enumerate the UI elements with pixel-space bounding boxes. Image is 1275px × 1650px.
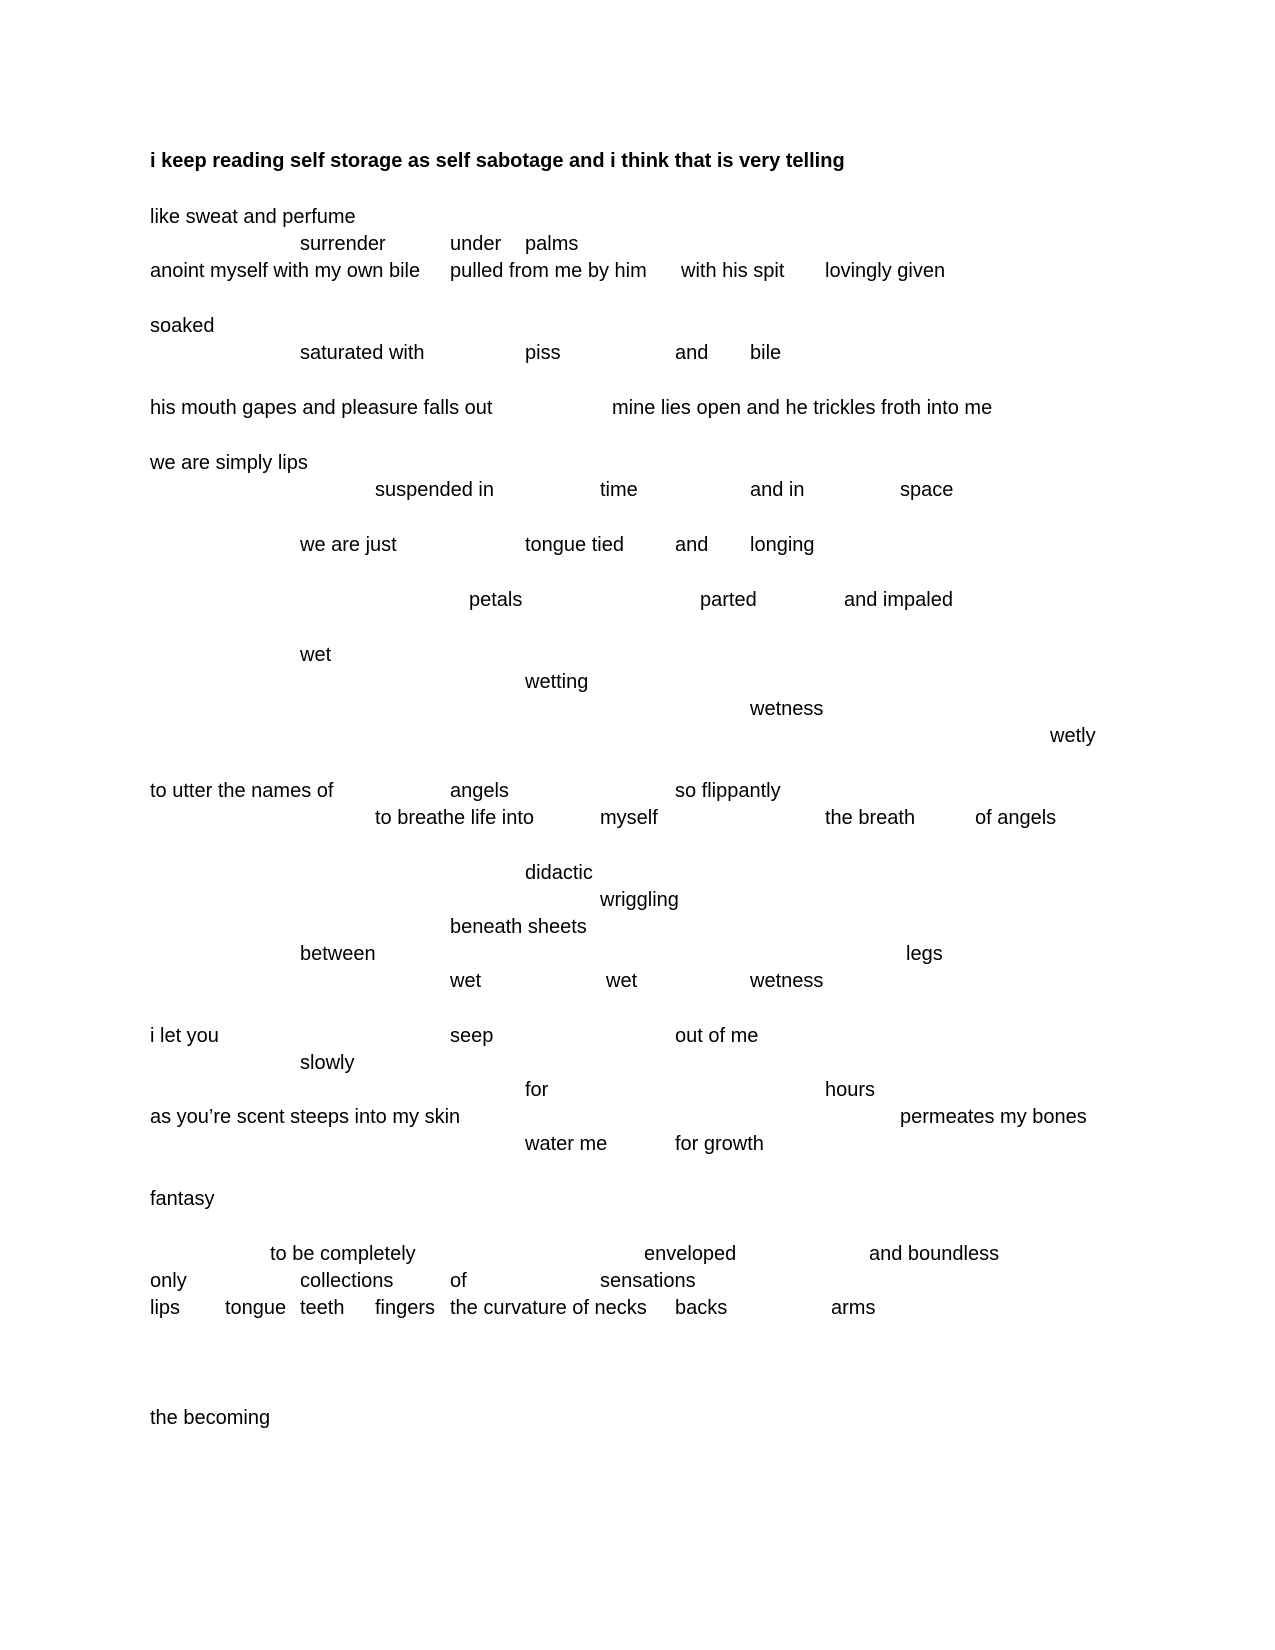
poem-fragment: surrender xyxy=(300,233,386,255)
poem-title: i keep reading self storage as self sabotage and i think that is very telling xyxy=(150,150,845,172)
poem-fragment: the becoming xyxy=(150,1407,271,1429)
poem-fragment: beneath sheets xyxy=(450,916,587,938)
poem-fragment: water me xyxy=(525,1133,608,1155)
poem-fragment: only xyxy=(150,1270,187,1292)
poem-fragment: for growth xyxy=(675,1133,764,1155)
poem-fragment: longing xyxy=(750,534,815,556)
poem-fragment: the breath xyxy=(825,807,916,829)
poem-fragment: to be completely xyxy=(270,1243,416,1265)
poem-fragment: of angels xyxy=(975,807,1057,829)
poem-fragment: parted xyxy=(700,589,757,611)
poem-fragment: hours xyxy=(825,1079,876,1101)
poem-fragment: wet xyxy=(450,970,482,992)
poem-fragment: lovingly given xyxy=(825,260,946,282)
poem-fragment: pulled from me by him xyxy=(450,260,647,282)
poem-fragment: backs xyxy=(675,1297,728,1319)
poem-fragment: enveloped xyxy=(644,1243,737,1265)
poem-fragment: and boundless xyxy=(869,1243,1000,1265)
poem-fragment: palms xyxy=(525,233,579,255)
poem-fragment: for xyxy=(525,1079,549,1101)
poem-fragment: tongue xyxy=(225,1297,287,1319)
poem-fragment: wetting xyxy=(525,671,589,693)
poem-fragment: to utter the names of xyxy=(150,780,334,802)
poem-fragment: didactic xyxy=(525,862,593,884)
poem-fragment: teeth xyxy=(300,1297,345,1319)
poem-fragment: legs xyxy=(906,943,943,965)
poem-fragment: time xyxy=(600,479,638,501)
poem-fragment: we are simply lips xyxy=(150,452,308,474)
poem-fragment: the curvature of necks xyxy=(450,1297,647,1319)
poem-fragment: anoint myself with my own bile xyxy=(150,260,421,282)
poem-fragment: i let you xyxy=(150,1025,219,1047)
poem-fragment: fantasy xyxy=(150,1188,215,1210)
poem-fragment: seep xyxy=(450,1025,494,1047)
poem-fragment: as you’re scent steeps into my skin xyxy=(150,1106,461,1128)
poem-fragment: wetly xyxy=(1050,725,1096,747)
poem-fragment: suspended in xyxy=(375,479,494,501)
poem-fragment: with his spit xyxy=(681,260,785,282)
poem-fragment: between xyxy=(300,943,376,965)
poem-fragment: permeates my bones xyxy=(900,1106,1087,1128)
poem-fragment: so flippantly xyxy=(675,780,781,802)
poem-fragment: out of me xyxy=(675,1025,759,1047)
poem-fragment: saturated with xyxy=(300,342,425,364)
poem-fragment: and xyxy=(675,534,709,556)
poem-fragment: lips xyxy=(150,1297,181,1319)
poem-fragment: fingers xyxy=(375,1297,436,1319)
poem-fragment: and in xyxy=(750,479,805,501)
poem-fragment: to breathe life into xyxy=(375,807,534,829)
poem-fragment: tongue tied xyxy=(525,534,624,556)
poem-fragment: wetness xyxy=(750,698,824,720)
poem-fragment: space xyxy=(900,479,954,501)
poem-fragment: angels xyxy=(450,780,509,802)
poem-fragment: and xyxy=(675,342,709,364)
poem-fragment: slowly xyxy=(300,1052,355,1074)
poem-fragment: soaked xyxy=(150,315,215,337)
poem-fragment: we are just xyxy=(300,534,397,556)
poem-fragment: myself xyxy=(600,807,658,829)
poem-fragment: bile xyxy=(750,342,782,364)
poem-fragment: and impaled xyxy=(844,589,953,611)
poem-fragment: of xyxy=(450,1270,467,1292)
poem-fragment: wet xyxy=(300,644,332,666)
poem-fragment: wetness xyxy=(750,970,824,992)
poem-fragment: arms xyxy=(831,1297,876,1319)
poem-fragment: under xyxy=(450,233,502,255)
poem-fragment: sensations xyxy=(600,1270,696,1292)
poem-fragment: collections xyxy=(300,1270,394,1292)
poem-fragment: like sweat and perfume xyxy=(150,206,356,228)
poem-fragment: piss xyxy=(525,342,561,364)
poem-fragment: his mouth gapes and pleasure falls out xyxy=(150,397,493,419)
poem-fragment: wriggling xyxy=(600,889,679,911)
poem-fragment: petals xyxy=(469,589,523,611)
poem-fragment: wet xyxy=(606,970,638,992)
poem-fragment: mine lies open and he trickles froth into me xyxy=(612,397,993,419)
